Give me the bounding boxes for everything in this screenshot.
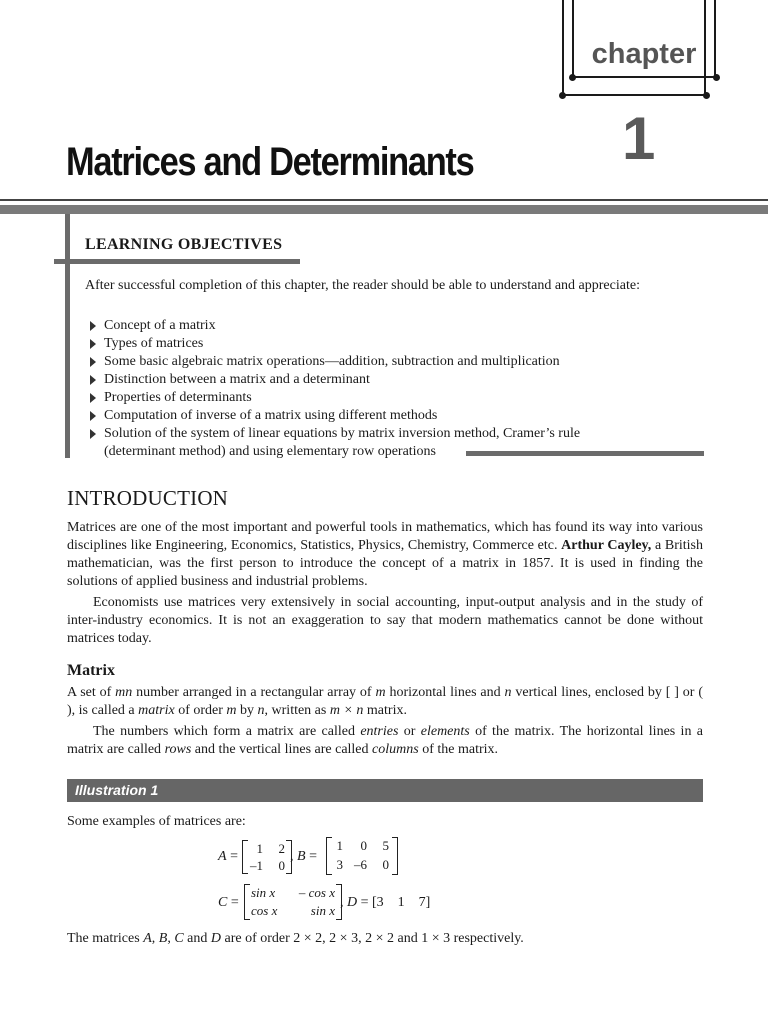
objectives-end-bar (466, 451, 704, 456)
matrix-cell: 1 (256, 841, 263, 856)
text-run: , (151, 931, 159, 946)
text-run: or (398, 724, 421, 739)
introduction-paragraph-2: Economists use matrices very extensively in social accounting, input-output analysis and in the study of inter-industry economics. It is not an exaggeration to say that modern mathematics cannot be done without matrices today. (67, 595, 703, 646)
text-run: , (167, 931, 175, 946)
chapter-box-corner-dot (703, 92, 710, 99)
text-run: The matrices (67, 931, 144, 946)
chapter-box-corner-dot (569, 74, 576, 81)
math-var: C (174, 931, 184, 946)
list-item (90, 407, 650, 425)
math-var: m × n (329, 703, 364, 718)
matrix-entries-paragraph (67, 723, 703, 759)
list-item-text: Some basic algebraic matrix operations—addition, subtraction and multiplication (104, 354, 560, 369)
matrix-cell: –6 (354, 857, 367, 872)
text-run: a British mathematician, was the first person to introduce the concept of a matrix in 1857. It is used in finding the solutions of applied business and industrial problems. (67, 538, 703, 589)
matrix-c (244, 884, 342, 920)
math-var: m (226, 703, 237, 718)
bullet-triangle-icon (90, 339, 96, 349)
objectives-vertical-bar (65, 214, 70, 458)
objectives-list (90, 317, 650, 461)
math-var: C (218, 895, 228, 910)
math-var: n (504, 685, 512, 700)
math-var: D (210, 931, 221, 946)
list-item-text: Types of matrices (104, 336, 204, 351)
matrix-d-values: = [3 1 7] (360, 895, 431, 910)
list-item (90, 335, 650, 353)
objectives-heading: LEARNING OBJECTIVES (85, 236, 283, 253)
matrix-cell: 5 (382, 838, 389, 853)
objectives-horizontal-bar (54, 259, 300, 264)
math-var: B (158, 931, 168, 946)
list-item-text: Computation of inverse of a matrix using different methods (104, 408, 438, 423)
emphasis: columns (372, 742, 419, 757)
math-var: A (218, 849, 227, 864)
title-rule-thin (0, 199, 768, 201)
text-run: Matrices are one of the most important and powerful tools in mathematics, which has found its way into various disciplines like Engineering, Economics, Statistics, Physics, Chemistry, Commerce etc. (67, 520, 703, 553)
matrix-cell: 2 (278, 841, 285, 856)
list-item-text: Solution of the system of linear equations by matrix inversion method, Cramer’s rule (determinant method) and using elementary row operations (104, 426, 581, 459)
matrix-a-label: A = (218, 849, 238, 864)
list-item (90, 317, 650, 335)
text-run: vertical lines, enclosed by [ ] or ( ), is called a (67, 685, 703, 718)
chapter-box-corner-dot (713, 74, 720, 81)
objectives-intro: After successful completion of this chapter, the reader should be able to understand and appreciate: (85, 278, 640, 293)
list-item-text: Concept of a matrix (104, 318, 216, 333)
math-var: B (297, 849, 306, 864)
matrix-b-label: , B = (290, 849, 317, 864)
illustration-banner (67, 779, 703, 802)
text-run: matrix. (363, 703, 407, 718)
matrix-cell: 0 (360, 838, 367, 853)
matrix-c-label: C = (218, 895, 239, 910)
emphasis: entries (360, 724, 399, 739)
text-run: are of order 2 × 2, 2 × 3, 2 × 2 and 1 × 3 respectively. (221, 931, 524, 946)
bullet-triangle-icon (90, 375, 96, 385)
matrix-cell: sin x (310, 903, 335, 918)
list-item-text: Distinction between a matrix and a determinant (104, 372, 370, 387)
title-rule-thick (0, 205, 768, 214)
matrix-cell: 1 (336, 838, 343, 853)
math-var: A (143, 931, 152, 946)
matrix-cell: sin x (251, 885, 276, 900)
illustration-conclusion (67, 931, 524, 947)
text-run: of the matrix. (418, 742, 499, 757)
text-run: of order (174, 703, 227, 718)
introduction-heading: INTRODUCTION (67, 486, 229, 510)
matrix-d: , D = [3 1 7] (340, 895, 431, 910)
text-run: , written as (264, 703, 330, 718)
chapter-label: chapter (591, 38, 697, 70)
text-run: The numbers which form a matrix are called (93, 724, 361, 739)
chapter-number: 1 (622, 105, 656, 172)
matrix-a (242, 840, 292, 874)
matrix-cell: 3 (336, 857, 343, 872)
matrix-cell: –1 (250, 858, 263, 873)
text-run: A set of (67, 685, 116, 700)
bullet-triangle-icon (90, 321, 96, 331)
math-var: D (347, 895, 358, 910)
introduction-paragraph-1 (67, 519, 703, 591)
matrix-cell: 0 (278, 858, 285, 873)
chapter-box (562, 0, 716, 96)
matrix-cell: – cos x (298, 885, 335, 900)
illustration-label: Illustration 1 (75, 782, 159, 798)
bullet-triangle-icon (90, 429, 96, 439)
text-run: and the vertical lines are called (191, 742, 373, 757)
illustration-intro: Some examples of matrices are: (67, 814, 246, 829)
person-name: Arthur Cayley, (561, 538, 652, 553)
math-var: m (375, 685, 386, 700)
list-item (90, 371, 650, 389)
text-run: by (236, 703, 258, 718)
list-item (90, 353, 650, 371)
text-run: of the matrix. The horizontal lines in a matrix are called (67, 724, 703, 757)
emphasis: elements (420, 724, 470, 739)
matrix-b (326, 837, 398, 875)
math-var: n (257, 703, 265, 718)
bullet-triangle-icon (90, 393, 96, 403)
text-run: number arranged in a rectangular array of (132, 685, 376, 700)
bullet-triangle-icon (90, 357, 96, 367)
matrix-cell: cos x (251, 903, 278, 918)
text-run: and (183, 931, 211, 946)
math-var: mn (115, 685, 133, 700)
chapter-box-corner-dot (559, 92, 566, 99)
matrix-definition-paragraph (67, 684, 703, 720)
matrix-cell: 0 (382, 857, 389, 872)
text-run: horizontal lines and (385, 685, 505, 700)
emphasis: rows (164, 742, 192, 757)
list-item-text: Properties of determinants (104, 390, 252, 405)
bullet-triangle-icon (90, 411, 96, 421)
emphasis: matrix (138, 703, 175, 718)
matrix-heading: Matrix (67, 662, 115, 679)
chapter-title: Matrices and Determinants (66, 140, 474, 184)
list-item (90, 389, 650, 407)
